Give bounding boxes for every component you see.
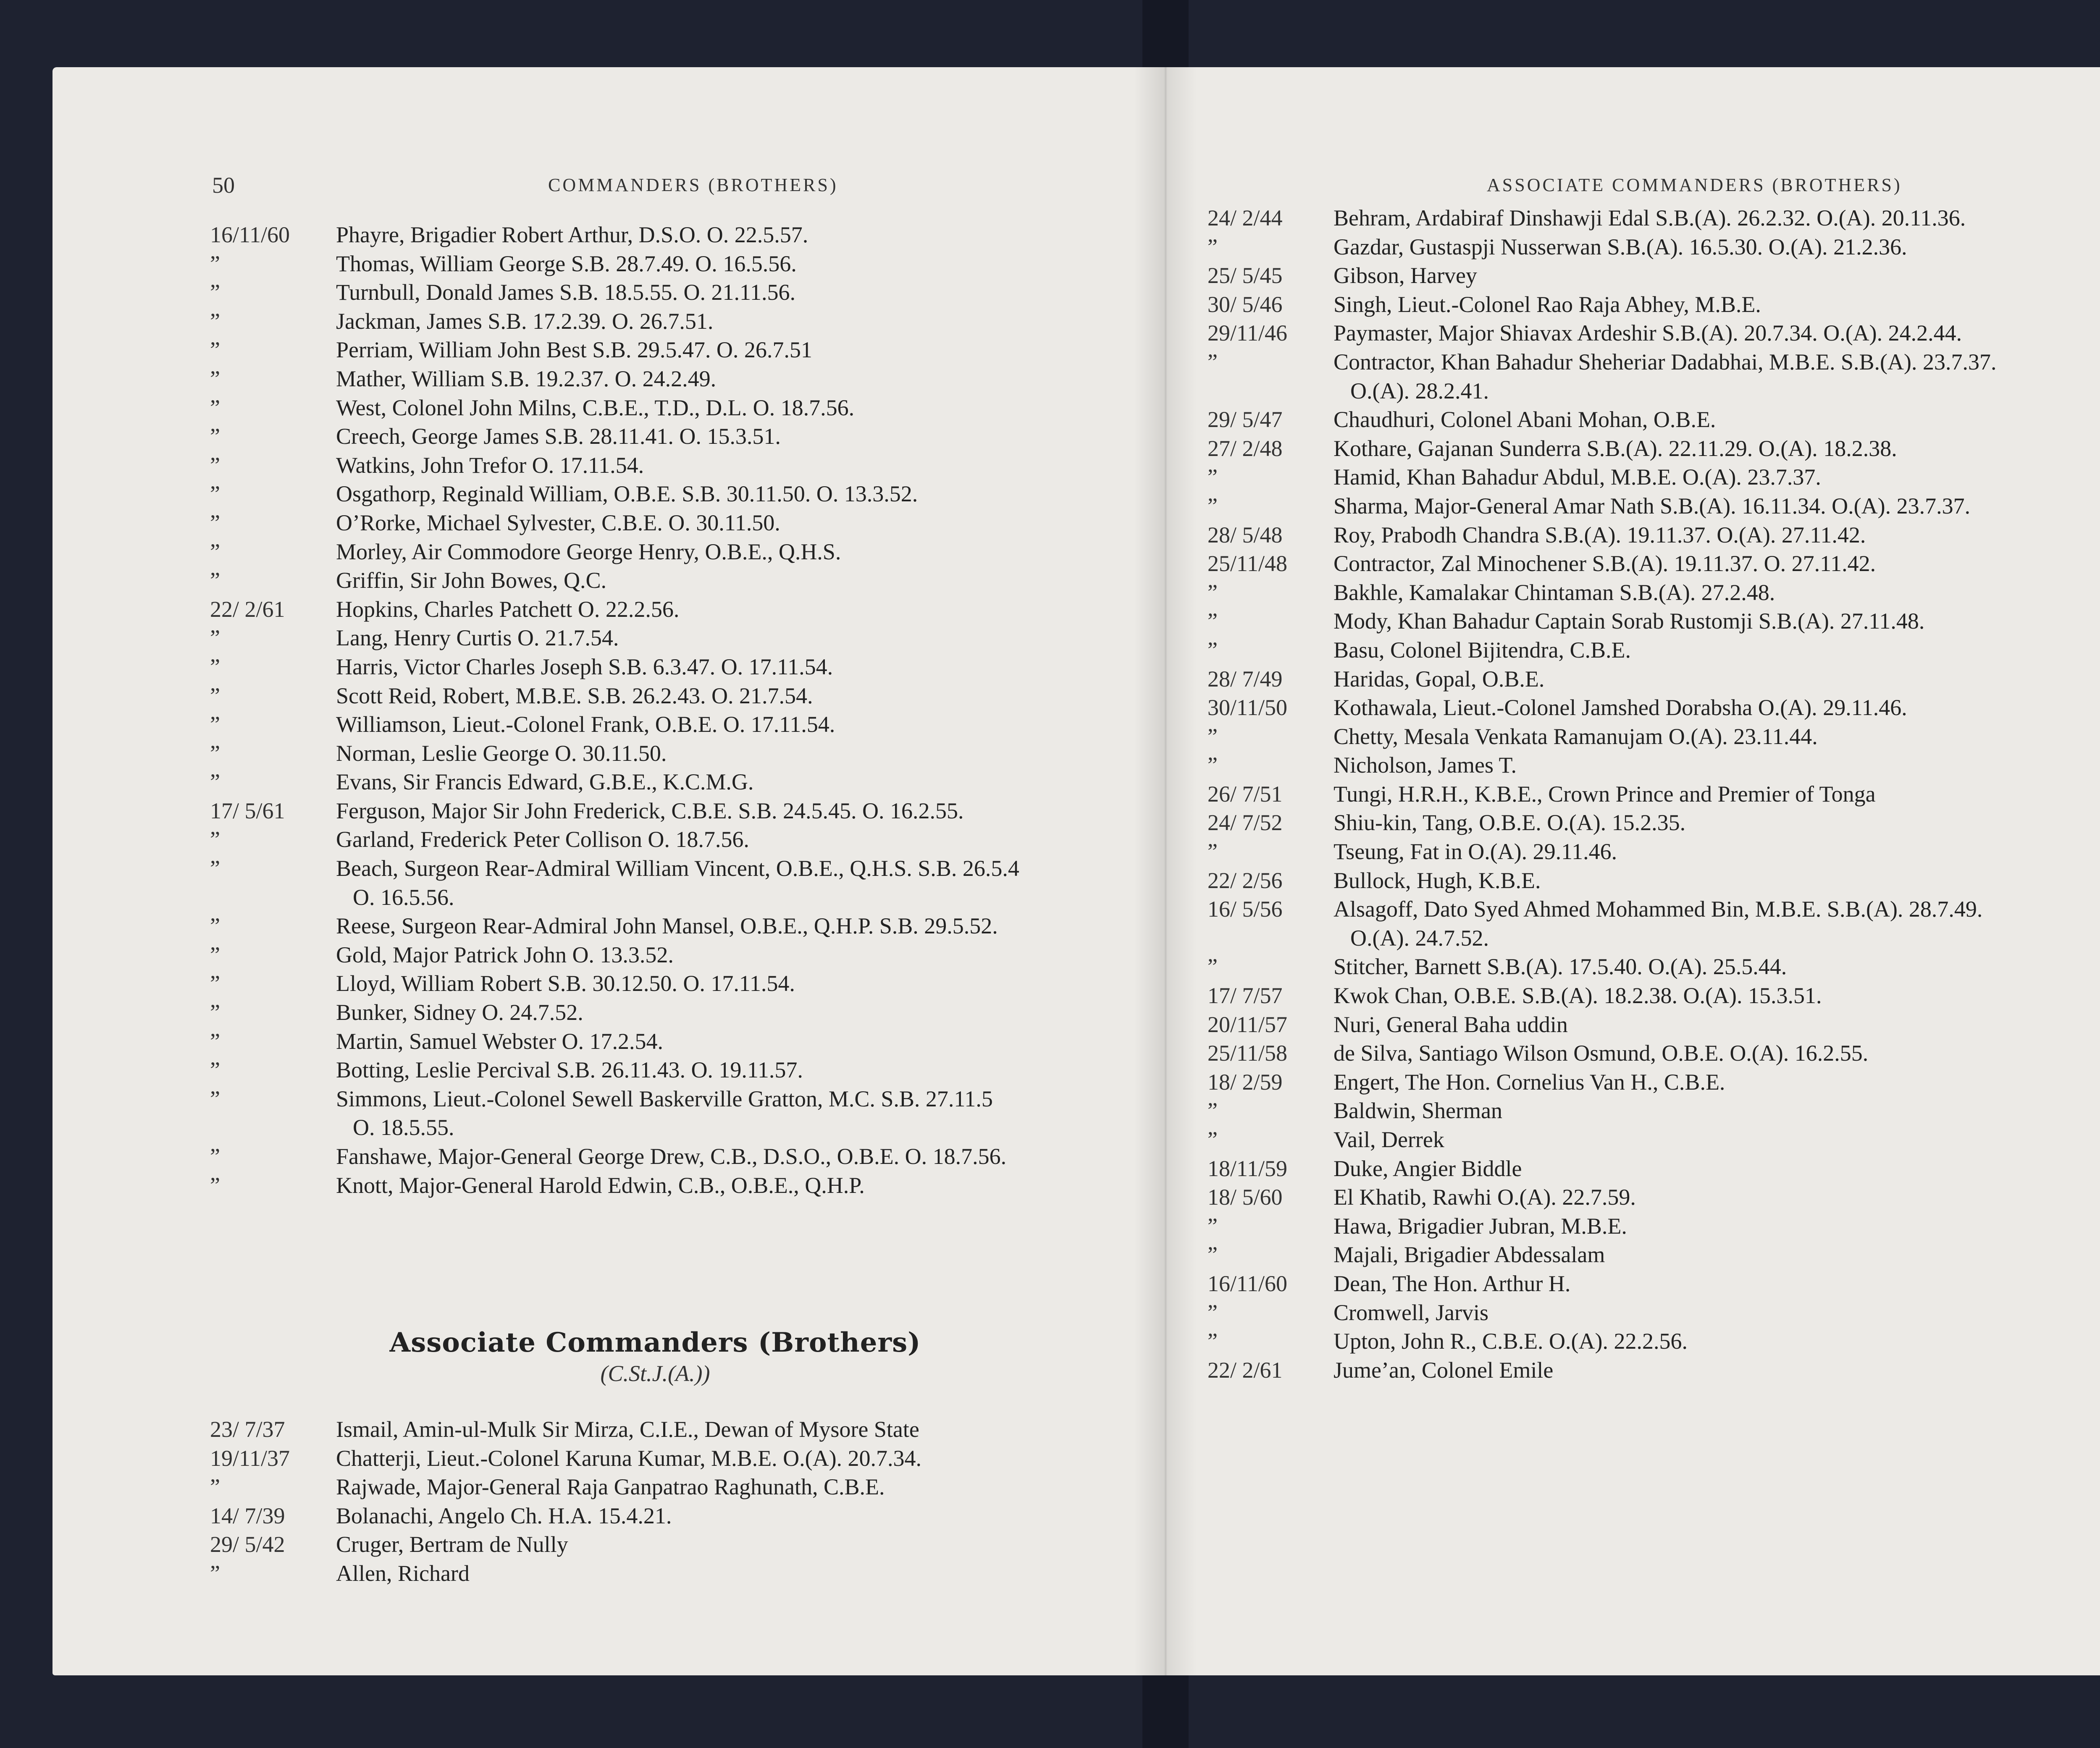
entry-text: Gazdar, Gustaspji Nusserwan S.B.(A). 16.5.30. O.(A). 21.2.36. xyxy=(1334,234,1907,259)
entry-text: Morley, Air Commodore George Henry, O.B.E., Q.H.S. xyxy=(336,539,841,564)
entry-text: Stitcher, Barnett S.B.(A). 17.5.40. O.(A). 25.5.44. xyxy=(1334,954,1787,980)
entry-text: Rajwade, Major-General Raja Ganpatrao Raghunath, C.B.E. xyxy=(336,1474,885,1500)
entry-date: ” xyxy=(210,1474,220,1500)
entry-text: Osgathorp, Reginald William, O.B.E. S.B. 30.11.50. O. 13.3.52. xyxy=(336,481,918,507)
section-subtitle: (C.St.J.(A.)) xyxy=(600,1361,710,1386)
entry-text: Reese, Surgeon Rear-Admiral John Mansel, O.B.E., Q.H.P. S.B. 29.5.52. xyxy=(336,913,998,939)
entry-date: 28/ 5/48 xyxy=(1208,522,1283,548)
entry-date: 17/ 7/57 xyxy=(1208,983,1283,1009)
entry-date: ” xyxy=(210,769,220,795)
running-head: COMMANDERS (BROTHERS) xyxy=(548,175,838,195)
entry-text: Upton, John R., C.B.E. O.(A). 22.2.56. xyxy=(1334,1329,1688,1354)
entry-text: Nuri, General Baha uddin xyxy=(1334,1012,1568,1037)
entry-date: 19/11/37 xyxy=(210,1445,290,1471)
entry-date: 22/ 2/56 xyxy=(1208,867,1283,893)
entry-date: ” xyxy=(210,683,220,708)
entry-text: Shiu-kin, Tang, O.B.E. O.(A). 15.2.35. xyxy=(1334,810,1686,836)
entry-date: ” xyxy=(1208,1098,1218,1124)
entry-text: Jackman, James S.B. 17.2.39. O. 26.7.51. xyxy=(336,308,714,334)
entry-text: Simmons, Lieut.-Colonel Sewell Baskerville Gratton, M.C. S.B. 27.11.5 xyxy=(336,1086,993,1111)
entry-date: ” xyxy=(210,1086,220,1111)
entry-date: ” xyxy=(210,1560,220,1586)
entry-date: ” xyxy=(210,424,220,449)
entry-text: Perriam, William John Best S.B. 29.5.47. O. 26.7.51 xyxy=(336,337,812,363)
entry-text: Majali, Brigadier Abdessalam xyxy=(1334,1242,1605,1268)
entry-date: 16/11/60 xyxy=(210,222,290,247)
entry-date: ” xyxy=(210,942,220,967)
entry-text: Singh, Lieut.-Colonel Rao Raja Abhey, M.B.E. xyxy=(1334,291,1761,317)
entry-text: Dean, The Hon. Arthur H. xyxy=(1334,1271,1571,1296)
entry-date: 20/11/57 xyxy=(1208,1012,1288,1037)
entry-text: Engert, The Hon. Cornelius Van H., C.B.E. xyxy=(1334,1069,1725,1095)
entry-date: ” xyxy=(1208,1242,1218,1268)
entry-text: O. 16.5.56. xyxy=(353,884,454,910)
page-gutter xyxy=(1134,67,1197,1675)
running-head: ASSOCIATE COMMANDERS (BROTHERS) xyxy=(1487,175,1902,195)
entry-text: Vail, Derrek xyxy=(1334,1127,1444,1152)
entry-date: 14/ 7/39 xyxy=(210,1503,285,1528)
entry-date: ” xyxy=(210,1028,220,1054)
entry-text: O’Rorke, Michael Sylvester, C.B.E. O. 30.11.50. xyxy=(336,510,780,535)
entry-text: Contractor, Zal Minochener S.B.(A). 19.11.37. O. 27.11.42. xyxy=(1334,551,1876,577)
entry-text: Sharma, Major-General Amar Nath S.B.(A). 16.11.34. O.(A). 23.7.37. xyxy=(1334,493,1971,519)
entry-text: Contractor, Khan Bahadur Sheheriar Dadabhai, M.B.E. S.B.(A). 23.7.37. xyxy=(1334,349,1997,375)
entry-text: Botting, Leslie Percival S.B. 26.11.43. O. 19.11.57. xyxy=(336,1057,803,1083)
entry-date: ” xyxy=(1208,839,1218,865)
entry-text: Mather, William S.B. 19.2.37. O. 24.2.49. xyxy=(336,366,717,391)
entry-text: Lloyd, William Robert S.B. 30.12.50. O. 17.11.54. xyxy=(336,971,795,996)
entry-text: Basu, Colonel Bijitendra, C.B.E. xyxy=(1334,637,1631,663)
entry-text: Lang, Henry Curtis O. 21.7.54. xyxy=(336,625,619,651)
entry-text: Chatterji, Lieut.-Colonel Karuna Kumar, M.B.E. O.(A). 20.7.34. xyxy=(336,1445,922,1471)
entry-text: O.(A). 28.2.41. xyxy=(1350,378,1489,404)
entry-date: 18/ 2/59 xyxy=(1208,1069,1283,1095)
entry-text: Kwok Chan, O.B.E. S.B.(A). 18.2.38. O.(A). 15.3.51. xyxy=(1334,983,1822,1009)
entry-date: 29/ 5/47 xyxy=(1208,407,1283,432)
entry-date: ” xyxy=(210,654,220,679)
entry-text: Behram, Ardabiraf Dinshawji Edal S.B.(A). 26.2.32. O.(A). 20.11.36. xyxy=(1334,205,1966,231)
entry-date: ” xyxy=(210,395,220,420)
entry-date: 25/11/48 xyxy=(1208,551,1288,577)
entry-date: ” xyxy=(210,510,220,535)
entry-text: Cromwell, Jarvis xyxy=(1334,1300,1488,1325)
entry-date: 29/ 5/42 xyxy=(210,1532,285,1557)
entry-date: ” xyxy=(210,740,220,766)
entry-date: ” xyxy=(210,712,220,737)
entry-date: 28/ 7/49 xyxy=(1208,666,1283,692)
entry-date: ” xyxy=(210,1000,220,1025)
entry-date: 30/11/50 xyxy=(1208,695,1288,721)
entry-text: Creech, George James S.B. 28.11.41. O. 15.3.51. xyxy=(336,424,781,449)
entry-text: Duke, Angier Biddle xyxy=(1334,1156,1522,1181)
entry-date: ” xyxy=(210,1057,220,1083)
entry-date: 24/ 7/52 xyxy=(1208,810,1283,836)
entry-text: Cruger, Bertram de Nully xyxy=(336,1532,568,1557)
entry-text: Griffin, Sir John Bowes, Q.C. xyxy=(336,568,607,593)
entry-date: ” xyxy=(1208,1329,1218,1354)
entry-text: Beach, Surgeon Rear-Admiral William Vincent, O.B.E., Q.H.S. S.B. 26.5.4 xyxy=(336,856,1019,881)
entry-date: 22/ 2/61 xyxy=(1208,1357,1283,1383)
entry-text: Williamson, Lieut.-Colonel Frank, O.B.E. O. 17.11.54. xyxy=(336,712,835,737)
left-page xyxy=(52,67,1166,1675)
entry-date: 23/ 7/37 xyxy=(210,1417,285,1442)
entry-text: Watkins, John Trefor O. 17.11.54. xyxy=(336,452,644,478)
entry-text: Phayre, Brigadier Robert Arthur, D.S.O. O. 22.5.57. xyxy=(336,222,808,247)
entry-text: Kothare, Gajanan Sunderra S.B.(A). 22.11.29. O.(A). 18.2.38. xyxy=(1334,435,1897,461)
entry-date: ” xyxy=(1208,234,1218,259)
entry-text: Alsagoff, Dato Syed Ahmed Mohammed Bin, M.B.E. S.B.(A). 28.7.49. xyxy=(1334,896,1983,922)
entry-date: ” xyxy=(1208,752,1218,778)
entry-date: ” xyxy=(210,625,220,651)
entry-text: Bolanachi, Angelo Ch. H.A. 15.4.21. xyxy=(336,1503,672,1528)
entry-date: ” xyxy=(1208,1127,1218,1152)
entry-text: Chaudhuri, Colonel Abani Mohan, O.B.E. xyxy=(1334,407,1716,432)
entry-date: ” xyxy=(210,366,220,391)
entry-date: 25/11/58 xyxy=(1208,1040,1288,1066)
entry-date: ” xyxy=(1208,608,1218,634)
entry-text: Ferguson, Major Sir John Frederick, C.B.E. S.B. 24.5.45. O. 16.2.55. xyxy=(336,798,964,823)
entry-text: Haridas, Gopal, O.B.E. xyxy=(1334,666,1545,692)
entry-text: Tungi, H.R.H., K.B.E., Crown Prince and Premier of Tonga xyxy=(1334,781,1876,807)
entry-date: ” xyxy=(210,481,220,507)
entry-date: ” xyxy=(210,913,220,939)
entry-text: Nicholson, James T. xyxy=(1334,752,1517,778)
entry-date: ” xyxy=(1208,464,1218,490)
entry-text: Gibson, Harvey xyxy=(1334,263,1477,288)
entry-date: 17/ 5/61 xyxy=(210,798,285,823)
entry-date: ” xyxy=(1208,579,1218,605)
entry-date: ” xyxy=(210,308,220,334)
entry-date: 18/ 5/60 xyxy=(1208,1185,1283,1210)
entry-date: ” xyxy=(210,827,220,852)
entry-date: ” xyxy=(1208,349,1218,375)
entry-text: Kothawala, Lieut.-Colonel Jamshed Dorabsha O.(A). 29.11.46. xyxy=(1334,695,1907,721)
entry-date: 29/11/46 xyxy=(1208,320,1288,346)
entry-date: 26/ 7/51 xyxy=(1208,781,1283,807)
entry-text: Bullock, Hugh, K.B.E. xyxy=(1334,867,1541,893)
entry-text: Ismail, Amin-ul-Mulk Sir Mirza, C.I.E., Dewan of Mysore State xyxy=(336,1417,919,1442)
entry-date: 25/ 5/45 xyxy=(1208,263,1283,288)
entry-text: Hopkins, Charles Patchett O. 22.2.56. xyxy=(336,596,680,622)
entry-text: O. 18.5.55. xyxy=(353,1115,454,1140)
entry-text: Hawa, Brigadier Jubran, M.B.E. xyxy=(1334,1213,1627,1239)
entry-date: 24/ 2/44 xyxy=(1208,205,1283,231)
entry-text: Evans, Sir Francis Edward, G.B.E., K.C.M.G. xyxy=(336,769,754,795)
entry-text: Chetty, Mesala Venkata Ramanujam O.(A). 23.11.44. xyxy=(1334,723,1818,749)
entry-date: ” xyxy=(210,971,220,996)
entry-date: ” xyxy=(210,1172,220,1198)
entry-date: ” xyxy=(1208,1300,1218,1325)
entry-text: Knott, Major-General Harold Edwin, C.B., O.B.E., Q.H.P. xyxy=(336,1172,865,1198)
entry-text: Baldwin, Sherman xyxy=(1334,1098,1502,1124)
entry-text: Roy, Prabodh Chandra S.B.(A). 19.11.37. O.(A). 27.11.42. xyxy=(1334,522,1866,548)
entry-date: ” xyxy=(1208,493,1218,519)
entry-text: Mody, Khan Bahadur Captain Sorab Rustomji S.B.(A). 27.11.48. xyxy=(1334,608,1925,634)
entry-text: El Khatib, Rawhi O.(A). 22.7.59. xyxy=(1334,1185,1636,1210)
entry-text: Bunker, Sidney O. 24.7.52. xyxy=(336,1000,583,1025)
entry-text: Jume’an, Colonel Emile xyxy=(1334,1357,1554,1383)
entry-text: Bakhle, Kamalakar Chintaman S.B.(A). 27.2.48. xyxy=(1334,579,1775,605)
entry-date: ” xyxy=(210,856,220,881)
entry-date: 16/11/60 xyxy=(1208,1271,1288,1296)
entry-date: ” xyxy=(1208,723,1218,749)
right-page xyxy=(1166,67,2100,1675)
entry-date: ” xyxy=(1208,1213,1218,1239)
entry-date: 22/ 2/61 xyxy=(210,596,285,622)
entry-date: 16/ 5/56 xyxy=(1208,896,1283,922)
entry-text: Tseung, Fat in O.(A). 29.11.46. xyxy=(1334,839,1617,865)
entry-text: Hamid, Khan Bahadur Abdul, M.B.E. O.(A). 23.7.37. xyxy=(1334,464,1821,490)
entry-date: 30/ 5/46 xyxy=(1208,291,1283,317)
entry-date: ” xyxy=(1208,637,1218,663)
entry-date: ” xyxy=(210,280,220,305)
entry-date: ” xyxy=(210,251,220,276)
entry-date: ” xyxy=(210,452,220,478)
entry-date: ” xyxy=(210,337,220,363)
entry-text: Martin, Samuel Webster O. 17.2.54. xyxy=(336,1028,664,1054)
entry-text: Garland, Frederick Peter Collison O. 18.7.56. xyxy=(336,827,749,852)
section-title: Associate Commanders (Brothers) xyxy=(389,1327,921,1358)
entry-text: West, Colonel John Milns, C.B.E., T.D., D.L. O. 18.7.56. xyxy=(336,395,855,420)
entry-text: Fanshawe, Major-General George Drew, C.B., D.S.O., O.B.E. O. 18.7.56. xyxy=(336,1144,1007,1169)
entry-text: Gold, Major Patrick John O. 13.3.52. xyxy=(336,942,674,967)
entry-text: de Silva, Santiago Wilson Osmund, O.B.E. O.(A). 16.2.55. xyxy=(1334,1040,1869,1066)
entry-text: Paymaster, Major Shiavax Ardeshir S.B.(A). 20.7.34. O.(A). 24.2.44. xyxy=(1334,320,1962,346)
entry-date: ” xyxy=(210,1144,220,1169)
page-number: 50 xyxy=(212,173,235,198)
entry-date: ” xyxy=(1208,954,1218,980)
entry-text: Allen, Richard xyxy=(336,1560,470,1586)
entry-date: ” xyxy=(210,568,220,593)
entry-text: Turnbull, Donald James S.B. 18.5.55. O. 21.11.56. xyxy=(336,280,796,305)
entry-text: Harris, Victor Charles Joseph S.B. 6.3.47. O. 17.11.54. xyxy=(336,654,833,679)
entry-text: Norman, Leslie George O. 30.11.50. xyxy=(336,740,667,766)
entry-text: Scott Reid, Robert, M.B.E. S.B. 26.2.43. O. 21.7.54. xyxy=(336,683,813,708)
entry-date: 18/11/59 xyxy=(1208,1156,1288,1181)
entry-date: ” xyxy=(210,539,220,564)
entry-text: Thomas, William George S.B. 28.7.49. O. 16.5.56. xyxy=(336,251,797,276)
entry-text: O.(A). 24.7.52. xyxy=(1350,925,1489,951)
entry-date: 27/ 2/48 xyxy=(1208,435,1283,461)
